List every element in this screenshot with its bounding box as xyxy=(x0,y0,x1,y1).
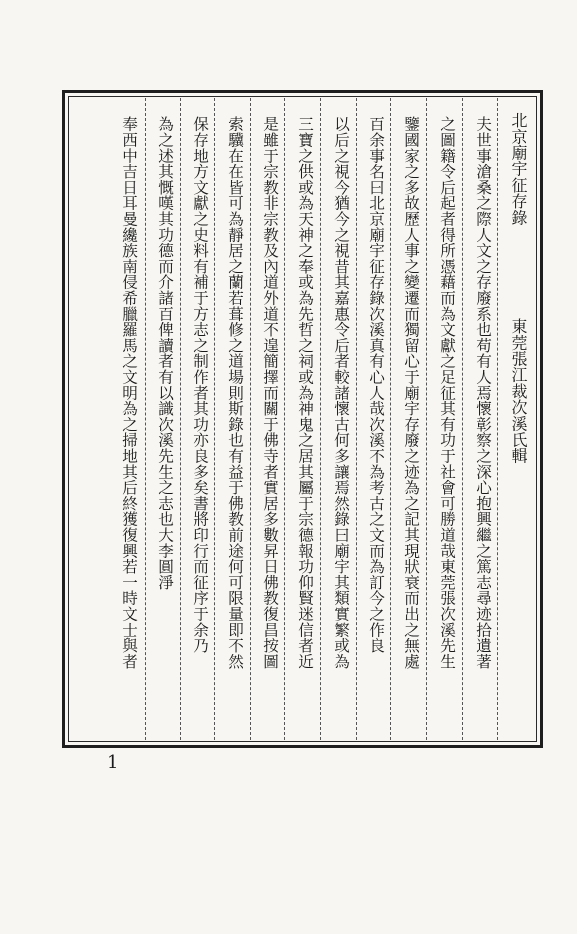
text-column: 夫世事滄桑之際人文之存廢系也苟有人焉懷彰察之深心抱興繼之篤志尋迹拾遺著 xyxy=(474,116,492,669)
column-rule xyxy=(426,98,427,740)
text-column: 百余事名曰北京廟宇征存錄次溪真有心人哉次溪不為考古之文而為訂今之作良 xyxy=(367,116,385,654)
text-column: 以后之視今猶今之視昔其嘉惠令后者較諸懷古何多讓焉然錄曰廟宇其類實繁或為 xyxy=(332,116,350,669)
text-column: 奉西中吉日耳曼纔族南侵希臘羅馬之文明為之掃地其后終獲復興若一時文士與者 xyxy=(120,116,138,669)
text-column: 三寶之供或為天神之奉或為先哲之祠或為神鬼之居其屬于宗德報功仰賢迷信者近 xyxy=(296,116,314,669)
page-number: 1 xyxy=(107,752,119,773)
text-column: 為之述其慨嘆其功德而介諸百俾讀者有以識次溪先生之志也大李圓淨 xyxy=(156,116,174,590)
column-rule xyxy=(145,98,146,740)
compiler-credit: 東莞張江裁次溪氏輯 xyxy=(509,318,528,464)
text-column: 之圖籍令后起者得所憑藉而為文獻之足征其有功于社會可勝道哉東莞張次溪先生 xyxy=(438,116,456,669)
column-rule xyxy=(180,98,181,740)
text-column: 鑒國家之多故歷人事之變遷而獨留心于廟宇存廢之迹為之記其現狀衰而出之無處 xyxy=(402,116,420,669)
column-rule xyxy=(250,98,251,740)
column-rule xyxy=(390,98,391,740)
column-rule xyxy=(497,98,498,740)
column-rule xyxy=(214,98,215,740)
text-column: 保存地方文獻之史料有補于方志之制作者其功亦良多矣書將印行而征序于余乃 xyxy=(191,116,209,654)
book-title: 北京廟宇征存錄 xyxy=(509,112,528,226)
column-rule xyxy=(284,98,285,740)
text-column: 索驥在在皆可為靜居之蘭若葺修之道場則斯錄也有益于佛教前途何可限量即不然 xyxy=(226,116,244,669)
column-rule xyxy=(462,98,463,740)
text-column: 是雖于宗教非宗教及內道外道不遑簡擇而關于佛寺者實居多數昇日佛教復昌按圖 xyxy=(261,116,279,669)
column-rule xyxy=(320,98,321,740)
column-rule xyxy=(356,98,357,740)
